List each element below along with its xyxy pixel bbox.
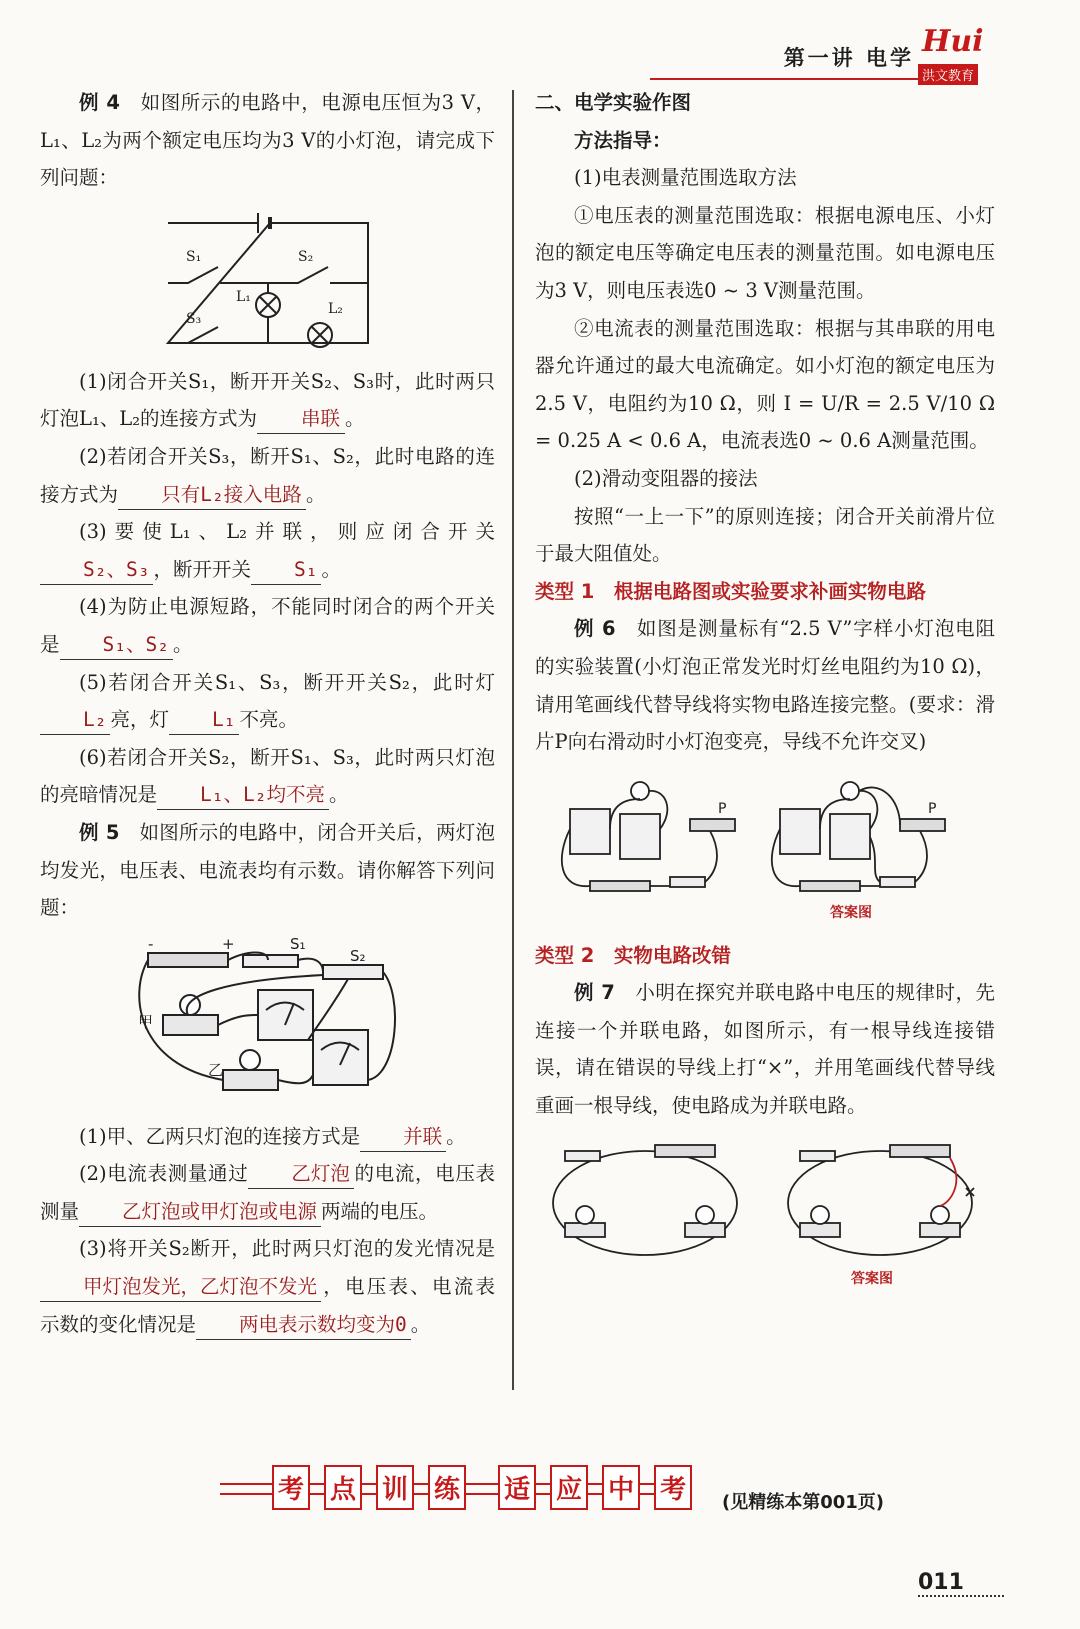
ex4-q6-text: (6)若闭合开关S₂，断开S₁、S₃，此时两只灯泡的亮暗情况是	[40, 745, 495, 807]
banner-char: 适	[498, 1465, 536, 1510]
ex4-a3b: S₁	[251, 556, 321, 585]
ex4-a5b: L₁	[169, 706, 239, 735]
ex4-intro	[40, 84, 495, 197]
column-divider	[512, 90, 514, 1390]
ex5-q3b-text: ，电压表、电流表示数的变化情况是	[40, 1275, 495, 1336]
method-1: (1)电表测量范围选取方法	[574, 166, 797, 190]
ex4-a1: 串联	[257, 405, 345, 434]
ex4-q3b-text: 断开开关	[172, 557, 251, 581]
ex4-q5-text: (5)若闭合开关S₁、S₃，断开开关S₂，此时灯	[79, 670, 495, 694]
left-column	[40, 84, 495, 1343]
method-1a: ①电压表的测量范围选取：根据电源电压、小灯泡的额定电压等确定电压表的测量范围。如电源电压为3 V，则电压表选0 ~ 3 V测量范围。	[535, 203, 995, 302]
page-number: 011	[918, 1570, 1004, 1597]
ex6-figures	[550, 769, 980, 929]
method-heading: 方法指导：	[574, 128, 672, 152]
ex6-label: 例 6	[574, 617, 616, 641]
ex5-q1: (1)甲、乙两只灯泡的连接方式是 并联 。	[40, 1118, 495, 1156]
ex6-fig-p1: P	[718, 800, 727, 817]
svg-text:L₁: L₁	[235, 288, 251, 305]
practice-banner	[220, 1465, 687, 1511]
banner-char: 考	[272, 1465, 310, 1510]
ex7-label: 例 7	[574, 981, 615, 1005]
logo-hui: Hui	[922, 24, 984, 59]
ex5-physical-circuit	[118, 935, 418, 1110]
svg-text:-: -	[147, 934, 153, 953]
ex5-q1-text: (1)甲、乙两只灯泡的连接方式是	[79, 1124, 361, 1148]
ex4-q1: (1)闭合开关S₁，断开开关S₂、S₃时，此时两只灯泡L₁、L₂的连接方式为 串联 。	[40, 363, 495, 438]
ex5-a3b: 两电表示数均变为0	[196, 1311, 411, 1340]
ex4-text: 如图所示的电路中，电源电压恒为3 V，L₁、L₂为两个额定电压均为3 V的小灯泡，请完成下列问题：	[40, 91, 495, 190]
ex4-q4-text: (4)为防止电源短路，不能同时闭合的两个开关是	[40, 595, 495, 656]
ex6-answer-caption: 答案图	[830, 904, 872, 921]
ex5-fig-jia: 甲	[137, 1012, 153, 1031]
ex5-fig-yi: 乙	[207, 1060, 223, 1079]
ex5-q3-text: (3)将开关S₂断开，此时两只灯泡的发光情况是	[79, 1237, 495, 1261]
ex5-a2a: 乙灯泡	[248, 1160, 354, 1189]
ex4-q5	[40, 664, 495, 739]
ex5-q2b-text: 的电流，电压表测量	[40, 1162, 495, 1223]
ex5-q2	[40, 1155, 495, 1230]
banner-char: 训	[376, 1465, 414, 1510]
svg-text:S₂: S₂	[349, 946, 366, 965]
ex4-a2: 只有L₂接入电路	[118, 481, 306, 510]
ex5-q3: (3)将开关S₂断开，此时两只灯泡的发光情况是甲灯泡发光，乙灯泡不发光 ，电压表、电流表示数的变化情况是 两电表示数均变为0 。	[40, 1230, 495, 1343]
practice-reference: (见精练本第001页)	[722, 1492, 885, 1513]
ex5-a1: 并联	[360, 1123, 446, 1152]
banner-char: 应	[550, 1465, 588, 1510]
banner-char: 点	[324, 1465, 362, 1510]
ex6-text	[535, 610, 995, 760]
ex4-q3a-text: (3)要使L₁、L₂并联，则应闭合开关	[79, 520, 495, 544]
header-rule	[650, 78, 950, 80]
svg-text:S₁: S₁	[289, 934, 306, 953]
ex5-label: 例 5	[79, 820, 120, 844]
method-2a: 按照“一上一下”的原则连接；闭合开关前滑片位于最大阻值处。	[535, 504, 995, 566]
right-column	[535, 84, 995, 1306]
ex4-q2: (2)若闭合开关S₃，断开S₁、S₂，此时电路的连接方式为 只有L₂接入电路 。	[40, 438, 495, 513]
ex7-body: 小明在探究并联电路中电压的规律时，先连接一个并联电路，如图所示，有一根导线连接错误，请在错误的导线上打“×”，并用笔画线代替导线重画一根导线，使电路成为并联电路。	[535, 981, 995, 1118]
ex4-a5a: L₂	[40, 706, 110, 735]
ex4-q3: (3)要使L₁、L₂并联，则应闭合开关S₂、S₃ ，断开开关 S₁ 。	[40, 513, 495, 588]
ex4-q5c-text: 不亮。	[239, 708, 298, 732]
ex4-a4: S₁、S₂	[60, 631, 173, 660]
method-2: (2)滑动变阻器的接法	[574, 466, 758, 490]
ex4-q6: (6)若闭合开关S₂，断开S₁、S₃，此时两只灯泡的亮暗情况是 L₁、L₂均不亮 。	[40, 739, 495, 814]
ex6-fig-p2: P	[928, 800, 937, 817]
ex5-a3a: 甲灯泡发光，乙灯泡不发光	[40, 1273, 321, 1302]
banner-char: 练	[428, 1465, 466, 1510]
brand-logo	[918, 24, 1010, 84]
ex5-q2c-text: 两端的电压。	[321, 1199, 439, 1223]
banner-char: 中	[602, 1465, 640, 1510]
ex5-a2b: 乙灯泡或甲灯泡或电源	[79, 1198, 321, 1227]
ex4-circuit-diagram	[148, 205, 388, 355]
ex5-text: 如图所示的电路中，闭合开关后，两灯泡均发光，电压表、电流表均有示数。请你解答下列问题：	[40, 820, 495, 920]
ex4-a3a: S₂、S₃	[40, 556, 153, 585]
ex4-a6: L₁、L₂均不亮	[157, 781, 329, 810]
svg-text:S₂: S₂	[297, 248, 313, 265]
type1-heading: 类型 1 根据电路图或实验要求补画实物电路	[535, 579, 926, 603]
svg-text:S₁: S₁	[185, 248, 201, 265]
ex7-text	[535, 974, 995, 1124]
ex7-answer-caption: 答案图	[851, 1270, 893, 1287]
ex6-body: 如图是测量标有“2.5 V”字样小灯泡电阻的实验装置(小灯泡正常发光时灯丝电阻约为10 Ω)，请用笔画线代替导线将实物电路连接完整。(要求：滑片P向右滑动时小灯泡变亮，导线不允许交叉)	[535, 617, 995, 754]
ex4-label: 例 4	[79, 91, 120, 114]
banner-chars	[272, 1465, 692, 1510]
lecture-title: 第一讲 电学	[783, 46, 914, 70]
section-title: 二、电学实验作图	[535, 91, 692, 114]
ex4-q5b-text: 亮，灯	[110, 708, 169, 732]
svg-text:+: +	[221, 934, 235, 953]
ex5-intro	[40, 814, 495, 927]
svg-text:L₂: L₂	[327, 300, 343, 317]
method-1b: ②电流表的测量范围选取：根据与其串联的用电器允许通过的最大电流确定。如小灯泡的额定电压为2.5 V，电阻约为10 Ω，则 I = U/R = 2.5 V/10 Ω = 0.25 A < 0.6 A，电流表选0 ~ 0.6 A测量范围。	[535, 316, 995, 453]
ex7-figures	[545, 1133, 985, 1298]
ex4-q1-text: (1)闭合开关S₁，断开开关S₂、S₃时，此时两只灯泡L₁、L₂的连接方式为	[40, 369, 495, 431]
logo-brand: 洪文教育	[918, 64, 978, 85]
ex5-q2-text: (2)电流表测量通过	[79, 1162, 249, 1186]
type2-heading: 类型 2 实物电路改错	[535, 943, 731, 967]
banner-char: 考	[654, 1465, 692, 1510]
ex4-q4: (4)为防止电源短路，不能同时闭合的两个开关是 S₁、S₂ 。	[40, 588, 495, 663]
ex4-q2-text: (2)若闭合开关S₃，断开S₁、S₂，此时电路的连接方式为	[40, 444, 495, 506]
svg-text:S₃: S₃	[185, 310, 201, 327]
